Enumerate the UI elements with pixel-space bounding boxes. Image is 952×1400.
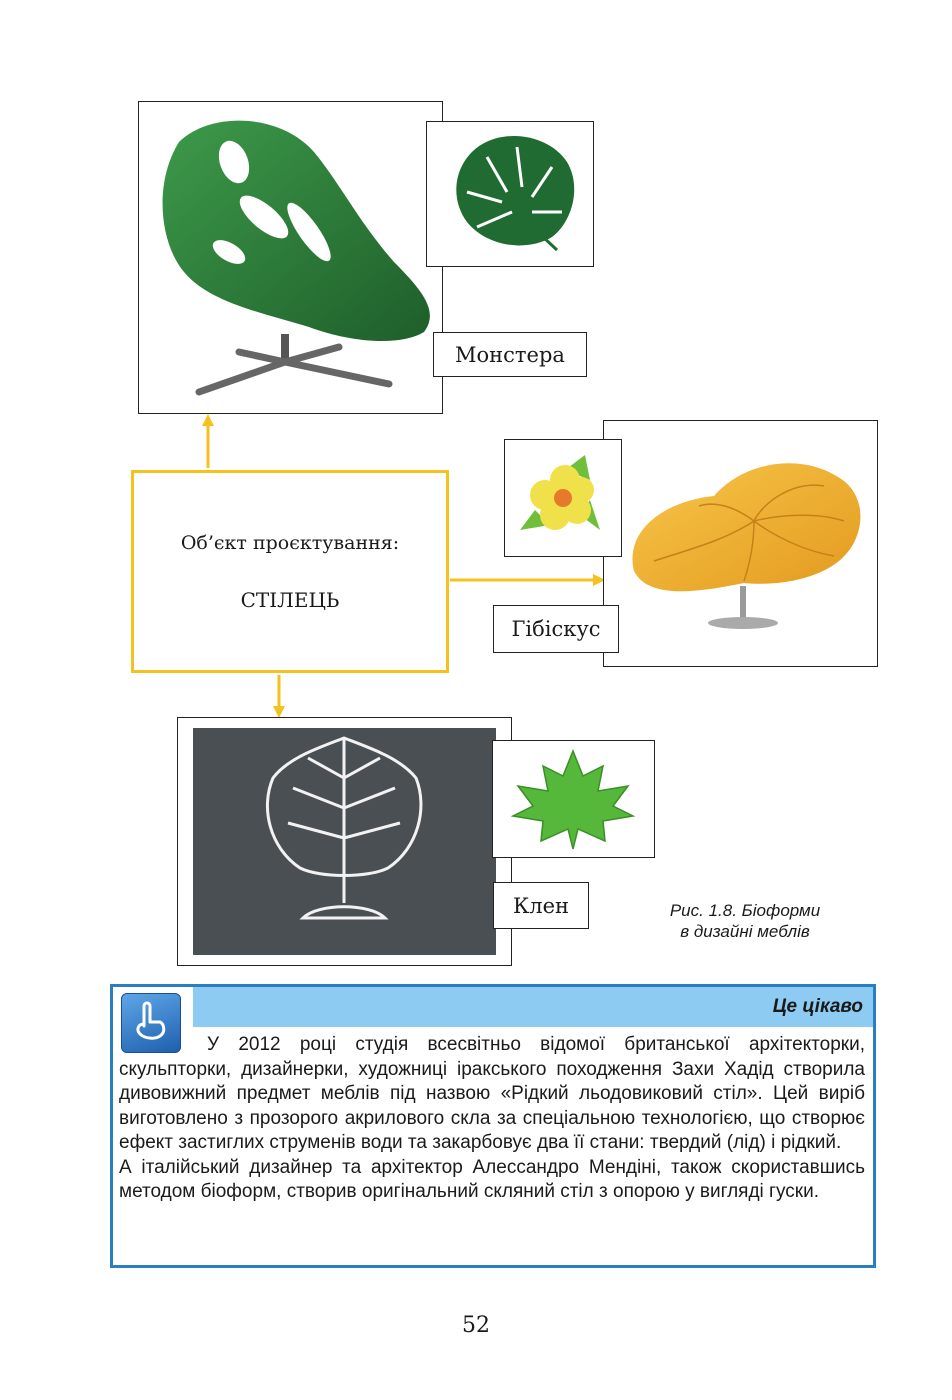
fact-paragraph-2: А італійський дизайнер та архітектор Алессандро Мендіні, також скориставшись методом біоформ, створив оригінальний скляний стіл з опорою у вигляді гуски. (119, 1156, 865, 1202)
design-object-title: Об’єкт проєктування: (180, 531, 400, 554)
design-object-name: СТІЛЕЦЬ (240, 587, 340, 612)
figure-caption (640, 900, 850, 942)
fact-box-header: Це цікаво (193, 987, 873, 1027)
figure-caption-line2: в дизайні меблів (680, 922, 810, 941)
label-maple: Клен (493, 882, 589, 929)
hibiscus-chair-image (603, 420, 878, 667)
label-hibiscus: Гібіскус (493, 605, 619, 653)
page-number: 52 (462, 1313, 490, 1338)
maple-leaf-image (492, 740, 655, 858)
monstera-chair-image (138, 101, 443, 414)
label-monstera: Монстера (433, 332, 587, 377)
fact-paragraph-1: У 2012 році студія всесвітньо відомої британської архітекторки, скульпторки, дизайнерки, художниці іракського походження Захи Хадід створила дивовижний предмет меблів під назвою «Рідкий льодовиковий стіл». Цей виріб виготовлено з прозорого акрилового скла за спеціальною технологією, що створює ефект застиглих струменів води та закарбовує два її стани: твердий (лід) і рідкий. (119, 1034, 865, 1153)
figure-caption-line1: Рис. 1.8. Біоформи (669, 901, 821, 920)
monstera-leaf-image (426, 121, 594, 267)
maple-table-image (177, 717, 512, 966)
hibiscus-flower-image (504, 439, 622, 557)
fact-box (110, 984, 876, 1268)
design-object-box (131, 470, 449, 673)
fact-box-text (119, 1033, 865, 1205)
